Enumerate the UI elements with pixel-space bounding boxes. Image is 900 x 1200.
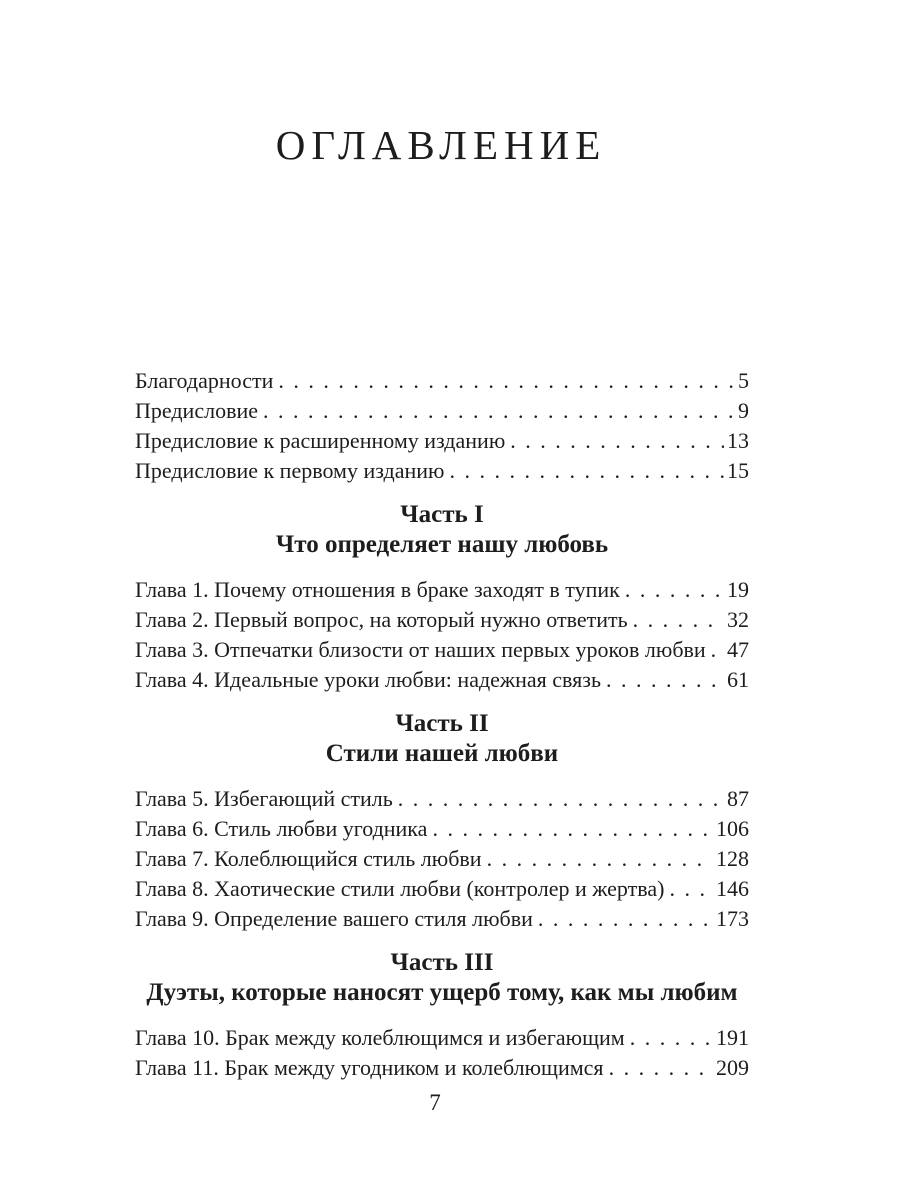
- toc-entry: [135, 605, 749, 635]
- toc-entry-label: Глава 7. Колеблющийся стиль любви: [135, 846, 482, 871]
- toc-entry-page: 128: [716, 846, 749, 871]
- toc-entry-page: 87: [727, 786, 749, 811]
- dot-leader: [609, 1053, 713, 1083]
- toc-entry-label: Глава 3. Отпечатки близости от наших первых уроков любви: [135, 637, 706, 662]
- toc-entry-page: 173: [716, 906, 749, 931]
- toc-entry: [135, 874, 749, 904]
- toc-entry-page: 146: [716, 876, 749, 901]
- dot-leader: [449, 456, 724, 486]
- toc-entry-page: 106: [716, 816, 749, 841]
- part-1-title: Часть I: [400, 501, 484, 528]
- toc-entry: [135, 665, 749, 695]
- toc-entry: [135, 784, 749, 814]
- dot-leader: [538, 904, 713, 934]
- toc-entry-page: 191: [716, 1025, 749, 1050]
- dot-leader: [487, 844, 713, 874]
- toc-entry: [135, 635, 749, 665]
- toc-entry-page: 15: [727, 458, 749, 483]
- toc-entry-label: Глава 9. Определение вашего стиля любви: [135, 906, 533, 931]
- dot-leader: [633, 605, 724, 635]
- toc-entry-page: 13: [727, 428, 749, 453]
- toc-entry: [135, 1023, 749, 1053]
- part-3-subtitle: Дуэты, которые наносят ущерб тому, как мы любим: [146, 979, 738, 1006]
- toc-entry-page: 61: [727, 667, 749, 692]
- dot-leader: [398, 784, 724, 814]
- toc-entry: [135, 814, 749, 844]
- dot-leader: [630, 1023, 713, 1053]
- toc-entry-page: 5: [738, 368, 749, 393]
- toc-entry: [135, 844, 749, 874]
- page-title: ОГЛАВЛЕНИЕ: [275, 122, 607, 168]
- part-1-subtitle: Что определяет нашу любовь: [275, 531, 609, 558]
- toc-entry-page: 47: [727, 637, 749, 662]
- toc-entry: [135, 396, 749, 426]
- toc-entry-label: Глава 2. Первый вопрос, на который нужно ответить: [135, 607, 628, 632]
- toc-entry-label: Глава 6. Стиль любви угодника: [135, 816, 428, 841]
- toc-entry-label: Глава 10. Брак между колеблющимся и избегающим: [135, 1025, 625, 1050]
- part-1-heading: [135, 500, 749, 560]
- toc-entry: [135, 456, 749, 486]
- dot-leader: [263, 396, 735, 426]
- part-2-heading: [135, 709, 749, 769]
- dot-leader: [625, 575, 724, 605]
- toc-entry: [135, 426, 749, 456]
- dot-leader: [510, 426, 724, 456]
- toc-entry: [135, 904, 749, 934]
- table-of-contents: [135, 366, 749, 1083]
- toc-entry-label: Предисловие: [135, 398, 258, 423]
- toc-entry-label: Глава 11. Брак между угодником и колеблющимся: [135, 1055, 604, 1080]
- dot-leader: [711, 635, 724, 665]
- part-2-subtitle: Стили нашей любви: [325, 740, 559, 767]
- toc-entry-label: Глава 4. Идеальные уроки любви: надежная связь: [135, 667, 601, 692]
- toc-entry-label: Благодарности: [135, 368, 274, 393]
- part-3-heading: [135, 948, 749, 1008]
- toc-entry-label: Глава 5. Избегающий стиль: [135, 786, 393, 811]
- toc-entry-label: Предисловие к расширенному изданию: [135, 428, 506, 453]
- toc-entry-label: Глава 8. Хаотические стили любви (контролер и жертва): [135, 876, 665, 901]
- dot-leader: [669, 874, 713, 904]
- toc-entry: [135, 366, 749, 396]
- dot-leader: [278, 366, 735, 396]
- toc-entry-label: Глава 1. Почему отношения в браке заходят в тупик: [135, 577, 620, 602]
- toc-entry-page: 209: [716, 1055, 749, 1080]
- toc-entry-page: 19: [727, 577, 749, 602]
- dot-leader: [606, 665, 724, 695]
- page-number: 7: [429, 1090, 441, 1115]
- dot-leader: [432, 814, 713, 844]
- toc-entry-page: 32: [727, 607, 749, 632]
- toc-entry: [135, 1053, 749, 1083]
- toc-entry-label: Предисловие к первому изданию: [135, 458, 445, 483]
- part-2-title: Часть II: [395, 710, 489, 737]
- toc-entry: [135, 575, 749, 605]
- part-3-title: Часть III: [390, 949, 494, 976]
- toc-entry-page: 9: [738, 398, 749, 423]
